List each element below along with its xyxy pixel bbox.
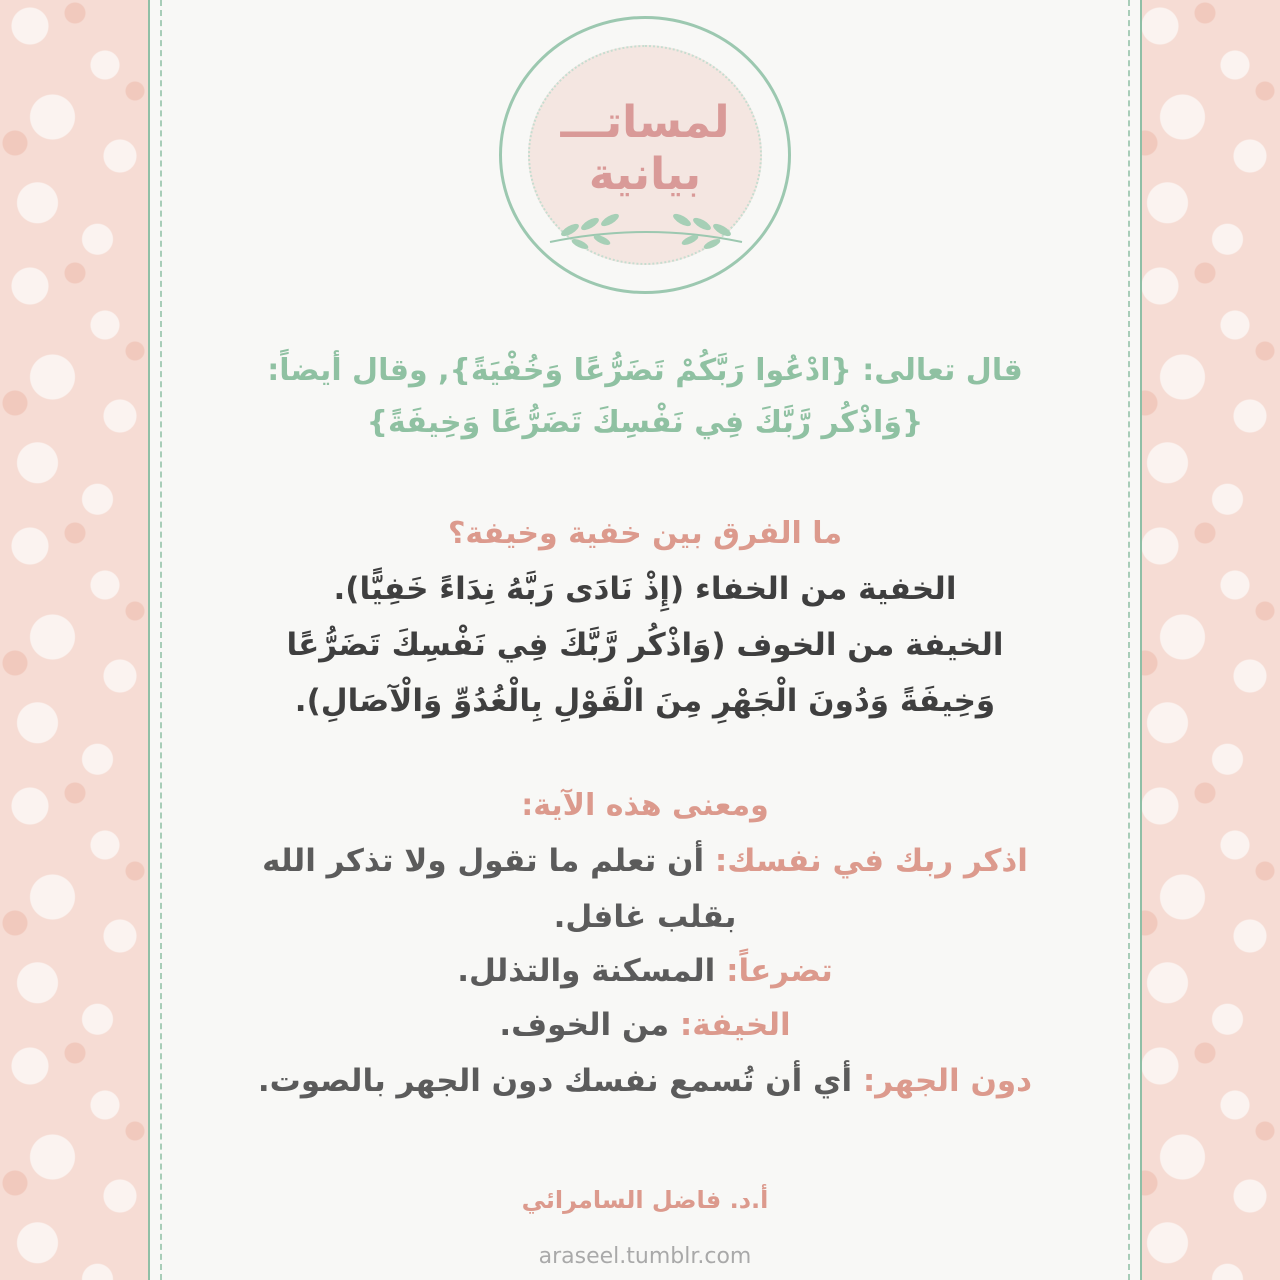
meaning-item: [150, 890, 1140, 944]
author-name: أ.د. فاضل السامرائي: [521, 1186, 769, 1214]
meaning-text: المسكنة والتذلل.: [457, 953, 716, 989]
meaning-term: دون الجهر:: [862, 1063, 1033, 1099]
left-texture-border: [0, 0, 150, 1280]
meaning-item: [150, 998, 1140, 1052]
meaning-text: أن تعلم ما تقول ولا تذكر الله: [262, 843, 705, 879]
content-panel: [148, 0, 1142, 1280]
site-url: araseel.tumblr.com: [538, 1244, 752, 1269]
section1-line-1: الخفية من الخفاء (إِذْ نَادَى رَبَّهُ نِدَاءً خَفِيًّا).: [333, 571, 957, 607]
leaf-sprig-icon: [540, 202, 752, 252]
meaning-text: أي أن تُسمع نفسك دون الجهر بالصوت.: [257, 1063, 853, 1099]
badge-title-line2: بيانية: [588, 149, 702, 200]
meaning-term: الخيفة:: [679, 1007, 791, 1043]
meaning-text: من الخوف.: [499, 1007, 670, 1043]
section1-line-3: وَخِيفَةً وَدُونَ الْجَهْرِ مِنَ الْقَوْلِ بِالْغُدُوِّ وَالْآصَالِ).: [294, 683, 996, 719]
section2-heading: ومعنى هذه الآية:: [521, 788, 769, 823]
right-texture-border: [1130, 0, 1280, 1280]
quote-line-1: قال تعالى: {ادْعُوا رَبَّكُمْ تَضَرُّعًا وَخُفْيَةً}, وقال أيضاً:: [267, 353, 1023, 388]
meaning-item: [150, 834, 1140, 888]
meaning-term: اذكر ربك في نفسك:: [714, 843, 1028, 879]
meaning-item: [150, 1054, 1140, 1108]
section1-heading: ما الفرق بين خفية وخيفة؟: [447, 516, 843, 551]
meaning-term: تضرعاً:: [726, 953, 833, 989]
section1-line-2: الخيفة من الخوف (وَاذْكُر رَّبَّكَ فِي نَفْسِكَ تَضَرُّعًا: [286, 627, 1004, 663]
title-badge: [499, 16, 791, 294]
badge-title-line1: لمساتـــ: [560, 97, 730, 148]
quote-line-2: {وَاذْكُر رَّبَّكَ فِي نَفْسِكَ تَضَرُّعًا وَخِيفَةً}: [366, 405, 924, 440]
meaning-text: بقلب غافل.: [553, 899, 737, 935]
meaning-item: [150, 944, 1140, 998]
